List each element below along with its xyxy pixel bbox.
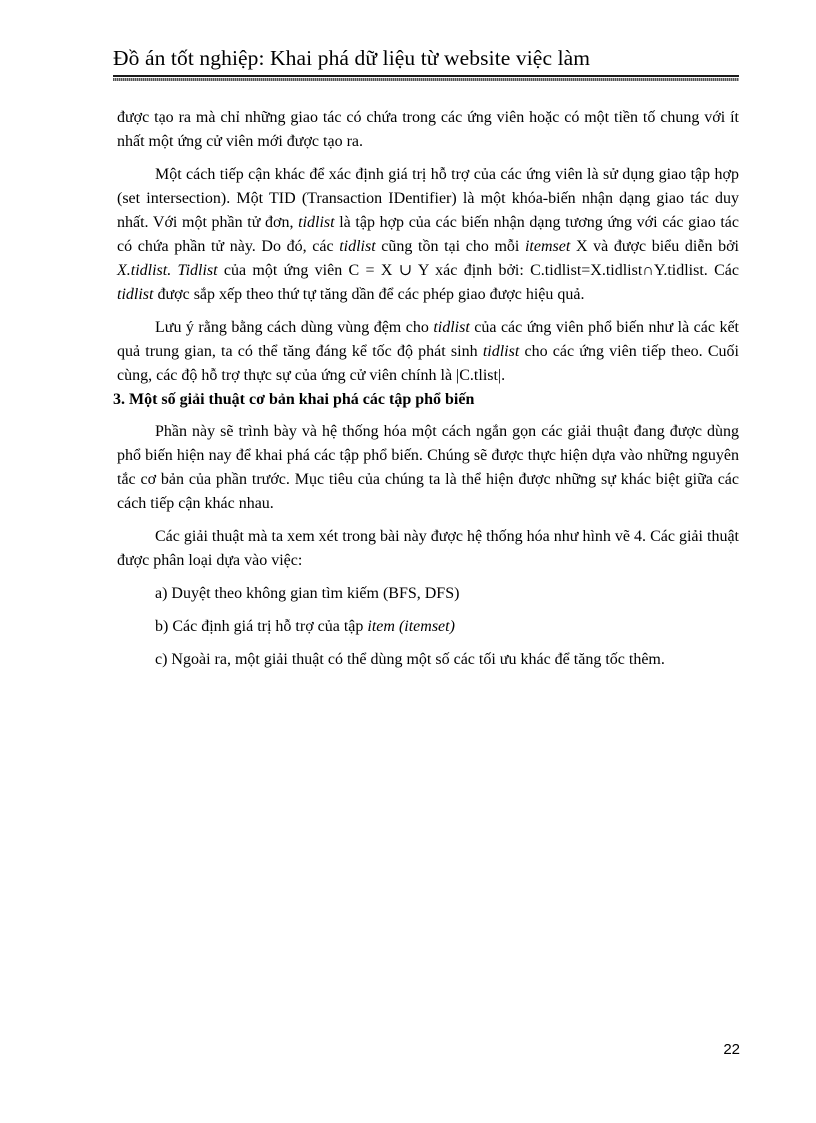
text-run: được sắp xếp theo thứ tự tăng dần để các phép giao được hiệu quả. [153,286,585,303]
header-rule-thin [113,75,739,77]
text-run: là tập hợp của các biến nhận dạng tương ứng với các giao tác có chứa phần tử này. Do đó, các [117,214,739,255]
list-item-c: c) Ngoài ra, một giải thuật có thể dùng một số các tối ưu khác để tăng tốc thêm. [155,651,665,668]
text-run: của các ứng viên phổ biến như là các kết quả trung gian, ta có thể tăng đáng kể tốc độ phát sinh [117,319,740,360]
page-number: 22 [723,1041,740,1058]
paragraph-section-intro: Phần này sẽ trình bày và hệ thống hóa một cách ngắn gọn các giải thuật đang được dùng phổ biến hiện nay để khai phá các tập phổ biến. Chúng sẽ được thực hiện dựa vào những nguyên tắc cơ bản của phần trước. Mục tiêu của chúng ta là thể hiện được những sự khác biệt giữa các cách tiếp cận khác nhau. [117,423,739,512]
list-item-b [117,615,739,639]
text-run: của một ứng viên C = X ∪ Y xác định bởi: C.tidlist=X.tidlist∩Y.tidlist. Các [217,262,739,279]
paragraph-tidlist-intro [117,163,739,307]
text-run: Một cách tiếp cận khác để xác định giá trị hỗ trợ của các ứng viên là sử dụng giao tập hợp (set intersection). Một TID (Transaction IDentifier) là một khóa-biến nhận dạng giao tác duy nhất. Với một phần tử đơn, [117,166,739,231]
text-run: cũng tồn tại cho mỗi [375,238,525,255]
text-run: cho các ứng viên tiếp theo. Cuối cùng, các độ hỗ trợ thực sự của ứng cử viên chính là |C.tlist|. [117,343,740,384]
text-run: Lưu ý rằng bằng cách dùng vùng đệm cho [155,319,434,336]
italic-term: tidlist [298,214,335,231]
italic-term: tidlist [339,238,376,255]
italic-term: tidlist [482,343,520,360]
header-rule-thick [113,78,739,81]
italic-term: tidlist [433,319,470,336]
text-run: b) Các định giá trị hỗ trợ của tập [155,618,368,635]
paragraph-buffer-note [117,316,739,388]
italic-term: itemset [524,238,571,255]
page-header-title: Đồ án tốt nghiệp: Khai phá dữ liệu từ website việc làm [113,46,591,70]
italic-term: tidlist [117,286,154,303]
list-item-a: a) Duyệt theo không gian tìm kiếm (BFS, DFS) [155,585,460,602]
italic-term: X.tidlist. Tidlist [117,262,218,279]
text-run: X và được biểu diễn bởi [570,238,740,255]
paragraph-classification: Các giải thuật mà ta xem xét trong bài này được hệ thống hóa như hình vẽ 4. Các giải thuật được phân loại dựa vào việc: [117,528,739,569]
italic-term: item (itemset) [367,618,455,635]
section-heading-3: 3. Một số giải thuật cơ bản khai phá các tập phổ biến [113,391,475,408]
paragraph-continuation: được tạo ra mà chỉ những giao tác có chứa trong các ứng viên hoặc có một tiền tố chung với ít nhất một ứng cử viên mới được tạo ra. [117,109,739,150]
document-body [113,106,740,681]
